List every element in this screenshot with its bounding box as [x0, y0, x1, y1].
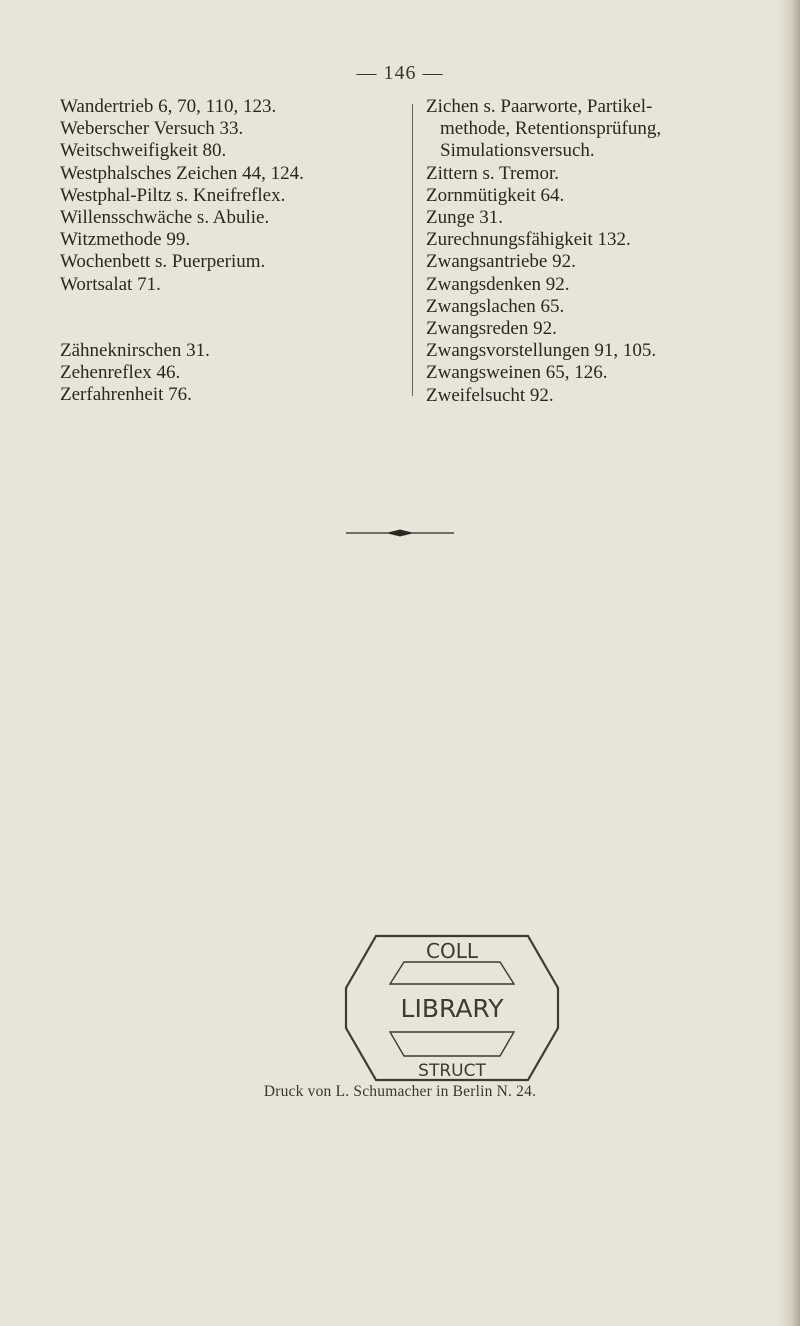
- index-entry: Zwangsdenken 92.: [426, 273, 570, 295]
- index-entry: Wortsalat 71.: [60, 273, 161, 295]
- stamp-bottom-text: STRUCT: [418, 1061, 486, 1081]
- index-entry: Zurechnungsfähigkeit 132.: [426, 229, 631, 251]
- index-entry: Zittern s. Tremor.: [426, 162, 560, 184]
- index-entry: Zichen s. Paarworte, Partikel-: [426, 96, 653, 117]
- stamp-top-text: COLL: [426, 939, 478, 963]
- library-stamp: [336, 924, 568, 1092]
- page-edge-shadow: [778, 0, 800, 1326]
- index-entry: Zwangsweinen 65, 126.: [426, 362, 608, 384]
- index-entry-continuation: Simulationsversuch.: [440, 140, 595, 162]
- index-entry: Zunge 31.: [426, 207, 504, 229]
- end-ornament: [346, 527, 454, 539]
- index-column-right: [426, 96, 756, 407]
- index-entry: Westphalsches Zeichen 44, 124.: [60, 162, 304, 184]
- index-entry: Witzmethode 99.: [60, 229, 191, 251]
- index-entry: Zwangsreden 92.: [426, 318, 557, 340]
- index-entry: Zehenreflex 46.: [60, 362, 181, 384]
- index-entry: Zähneknirschen 31.: [60, 339, 210, 361]
- index-entry: Zwangsvorstellungen 91, 105.: [426, 340, 657, 362]
- index-entry: Westphal-Piltz s. Kneifreflex.: [60, 184, 286, 206]
- index-entry: Zornmütigkeit 64.: [426, 184, 565, 206]
- section-gap: [60, 296, 400, 340]
- index-column-left: [60, 96, 400, 406]
- printer-imprint: Druck von L. Schumacher in Berlin N. 24.: [263, 1083, 537, 1100]
- index-entry-continuation: methode, Retentionsprüfung,: [440, 118, 662, 140]
- index-entry: Willensschwäche s. Abulie.: [60, 207, 270, 229]
- index-entry: Zwangsantriebe 92.: [426, 251, 576, 273]
- stamp-center-text: LIBRARY: [400, 994, 504, 1023]
- index-entry: Weberscher Versuch 33.: [60, 118, 244, 140]
- column-divider: [412, 104, 413, 396]
- index-entry: Zwangslachen 65.: [426, 295, 565, 317]
- index-entry: Zweifelsucht 92.: [426, 384, 554, 406]
- page-number: — 146 —: [356, 62, 444, 84]
- index-entry: Wochenbett s. Puerperium.: [60, 251, 266, 273]
- index-entry: Zerfahrenheit 76.: [60, 384, 192, 406]
- index-entry: Weitschweifigkeit 80.: [60, 140, 227, 162]
- index-entry: Wandertrieb 6, 70, 110, 123.: [60, 96, 277, 117]
